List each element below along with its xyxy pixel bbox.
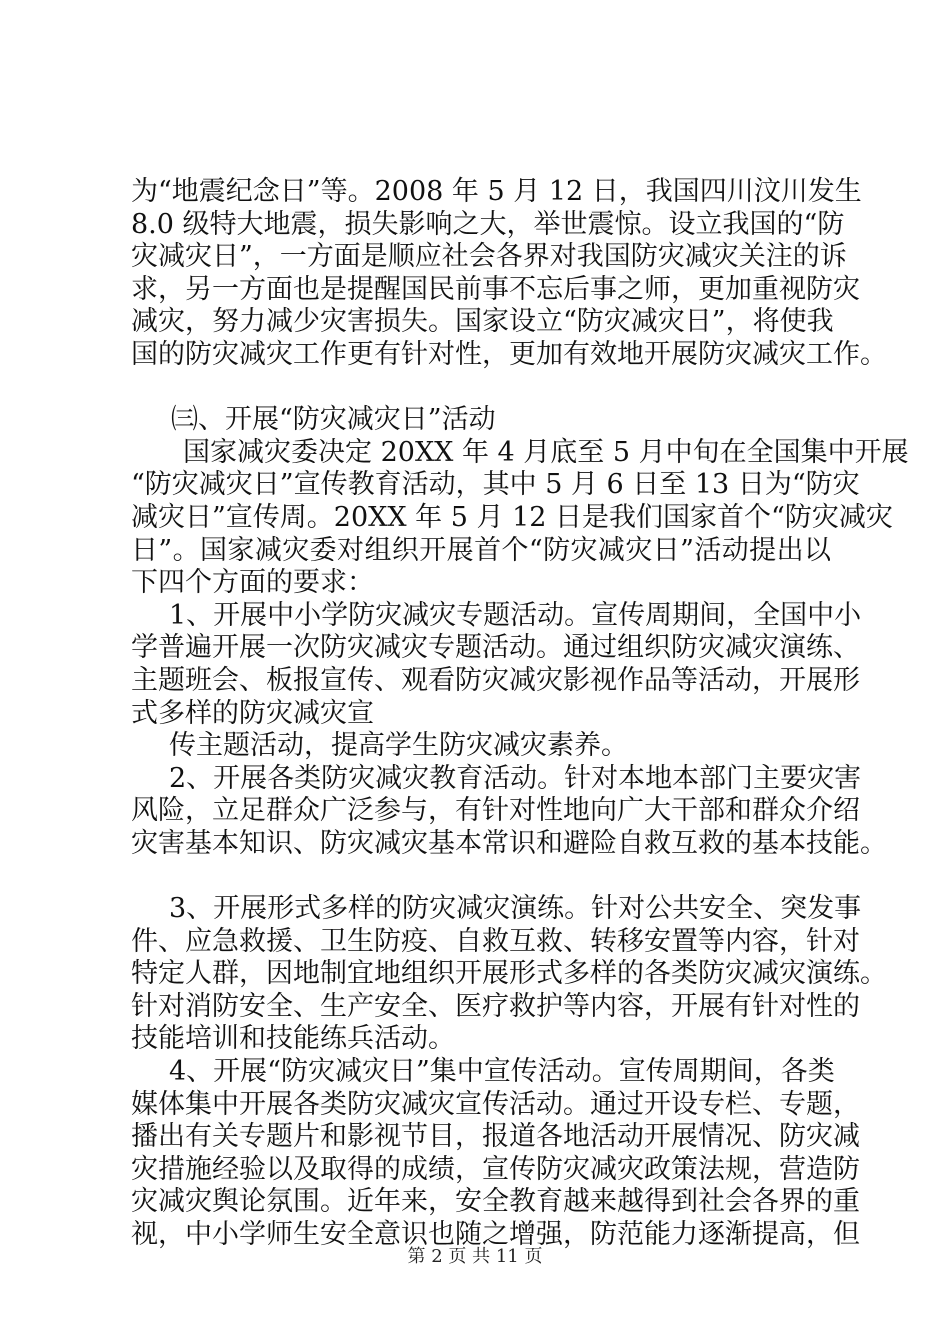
body-text-line: 8.0 级特大地震，损失影响之大，举世震惊。设立我国的“防 [131, 208, 845, 240]
list-item-line: 灾害基本知识、防灾减灾基本常识和避险自救互救的基本技能。 [131, 827, 887, 859]
list-item-line: 4、开展“防灾减灾日”集中宣传活动。宣传周期间，各类 [169, 1056, 835, 1088]
paragraph-spacer [131, 860, 831, 893]
body-text-line: 国的防灾减灾工作更有针对性，更加有效地开展防灾减灾工作。 [131, 338, 887, 370]
list-item-line: 灾措施经验以及取得的成绩，宣传防灾减灾政策法规，营造防 [131, 1153, 860, 1185]
list-item-line: 技能培训和技能练兵活动。 [131, 1023, 455, 1055]
body-text-line: 传主题活动，提高学生防灾减灾素养。 [169, 730, 628, 762]
body-text-line: 为“地震纪念日”等。2008 年 5 月 12 日，我国四川汶川发生 [131, 176, 862, 207]
list-item-line: 1、开展中小学防灾减灾专题活动。宣传周期间，全国中小 [169, 599, 862, 631]
list-item-line: 3、开展形式多样的防灾减灾演练。针对公共安全、突发事 [169, 893, 862, 925]
body-text-line: 减灾日”宣传周。20XX 年 5 月 12 日是我们国家首个“防灾减灾 [131, 501, 893, 533]
body-text-line: 日”。国家减灾委对组织开展首个“防灾减灾日”活动提出以 [131, 534, 831, 566]
list-item-line: 学普遍开展一次防灾减灾专题活动。通过组织防灾减灾演练、 [131, 632, 860, 664]
document-body [131, 176, 909, 1252]
section-heading: ㈢、开展“防灾减灾日”活动 [171, 404, 496, 436]
list-item-line: 视，中小学师生安全意识也随之增强，防范能力逐渐提高，但 [131, 1219, 860, 1250]
list-item-line: 主题班会、板报宣传、观看防灾减灾影视作品等活动，开展形 [131, 664, 860, 696]
list-item-line: 灾减灾舆论氛围。近年来，安全教育越来越得到社会各界的重 [131, 1186, 860, 1218]
list-item-line: 针对消防安全、生产安全、医疗救护等内容，开展有针对性的 [131, 990, 860, 1022]
list-item-line: 件、应急救援、卫生防疫、自救互救、转移安置等内容，针对 [131, 925, 860, 957]
list-item-line: 媒体集中开展各类防灾减灾宣传活动。通过开设专栏、专题， [131, 1088, 860, 1120]
list-item-line: 特定人群，因地制宜地组织开展形式多样的各类防灾减灾演练。 [131, 958, 887, 990]
list-item-line: 播出有关专题片和影视节目，报道各地活动开展情况、防灾减 [131, 1121, 860, 1153]
page-footer [0, 1242, 950, 1268]
list-item-line: 式多样的防灾减灾宣 [131, 697, 374, 729]
page-number-label: 第 2 页 共 11 页 [407, 1246, 543, 1267]
body-text-line: 下四个方面的要求： [131, 567, 374, 599]
list-item-line: 2、开展各类防灾减灾教育活动。针对本地本部门主要灾害 [169, 762, 862, 794]
list-item-line: 风险，立足群众广泛参与，有针对性地向广大干部和群众介绍 [131, 795, 860, 827]
body-text-line: 求，另一方面也是提醒国民前事不忘后事之师，更加重视防灾 [131, 273, 860, 305]
paragraph-spacer [131, 372, 831, 405]
body-text-line: 灾减灾日”，一方面是顺应社会各界对我国防灾减灾关注的诉 [131, 241, 847, 273]
body-text-line: 减灾，努力减少灾害损失。国家设立“防灾减灾日”，将使我 [131, 306, 834, 338]
body-text-line: 国家减灾委决定 20XX 年 4 月底至 5 月中旬在全国集中开展 [183, 436, 909, 468]
body-text-line: “防灾减灾日”宣传教育活动，其中 5 月 6 日至 13 日为“防灾 [131, 469, 860, 501]
